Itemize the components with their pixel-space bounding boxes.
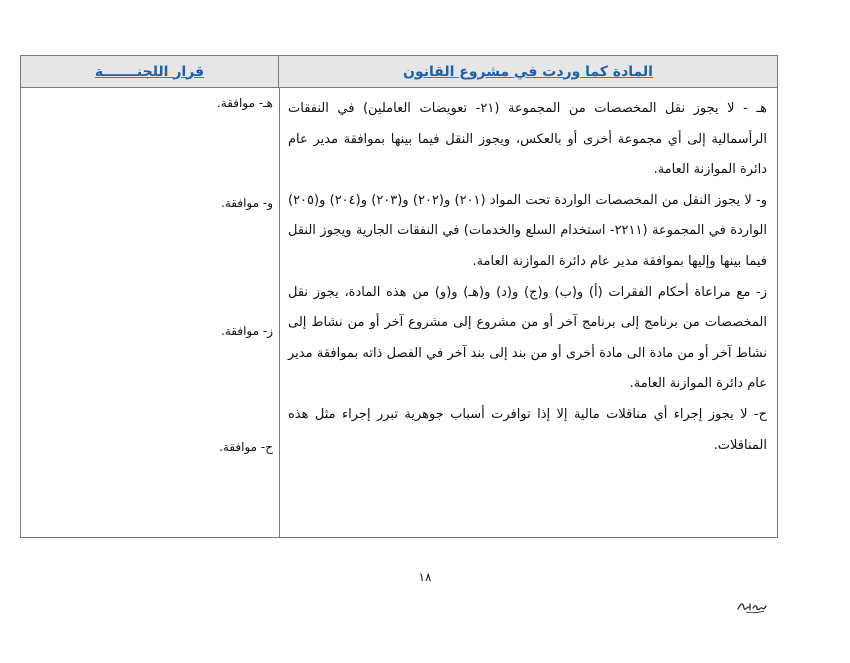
header-committee-decision: قرار اللجنـــــــة [94, 63, 205, 80]
paragraph-he: هـ - لا يجوز نقل المخصصات من المجموعة (٢١- تعويضات العاملين) في النفقات الرأسمالية إلى أي مجموعة أخرى أو بالعكس، ويجوز النقل فيما بينها بموافقة مدير عام دائرة الموازنة العامة. [288, 101, 767, 178]
table-header-row [21, 56, 777, 88]
article-text-cell [279, 88, 777, 538]
decision-cell [21, 88, 279, 538]
decision-he: هـ- موافقة. [216, 96, 273, 110]
header-article-as-drafted: المادة كما وردت في مشروع القانون [278, 56, 777, 87]
table-body-row [21, 88, 777, 538]
decision-ha: ح- موافقة. [219, 440, 273, 454]
legislation-comparison-table [20, 55, 778, 538]
handwritten-signature [736, 597, 768, 615]
decision-waw: و- موافقة. [221, 196, 273, 210]
paragraph-ha: ح- لا يجوز إجراء أي مناقلات مالية إلا إذا توافرت أسباب جوهرية تبرر إجراء مثل هذه المناقلات. [288, 406, 767, 453]
page-number: ١٨ [418, 570, 432, 584]
decision-zain: ز- موافقة. [221, 324, 273, 338]
paragraph-waw: و- لا يجوز النقل من المخصصات الواردة تحت المواد (٢٠١) و(٢٠٢) و(٢٠٣) و(٢٠٤) و(٢٠٥) الواردة في المجموعة (٢٢١١- استخدام السلع والخدمات) في النفقات الجارية ويجوز النقل فيما بينها وإليها بموافقة مدير عام دائرة الموازنة العامة. [288, 192, 767, 269]
paragraph-zain: ز- مع مراعاة أحكام الفقرات (أ) و(ب) و(ج) و(د) و(هـ) و(و) من هذه المادة، يجوز نقل المخصصات من برنامج إلى برنامج آخر أو من مشروع إلى مشروع آخر أو من نشاط إلى نشاط آخر أو من مادة الى مادة أخرى أو من بند إلى بند آخر في الفصل ذاته بموافقة مدير عام دائرة الموازنة العامة. [288, 284, 767, 392]
